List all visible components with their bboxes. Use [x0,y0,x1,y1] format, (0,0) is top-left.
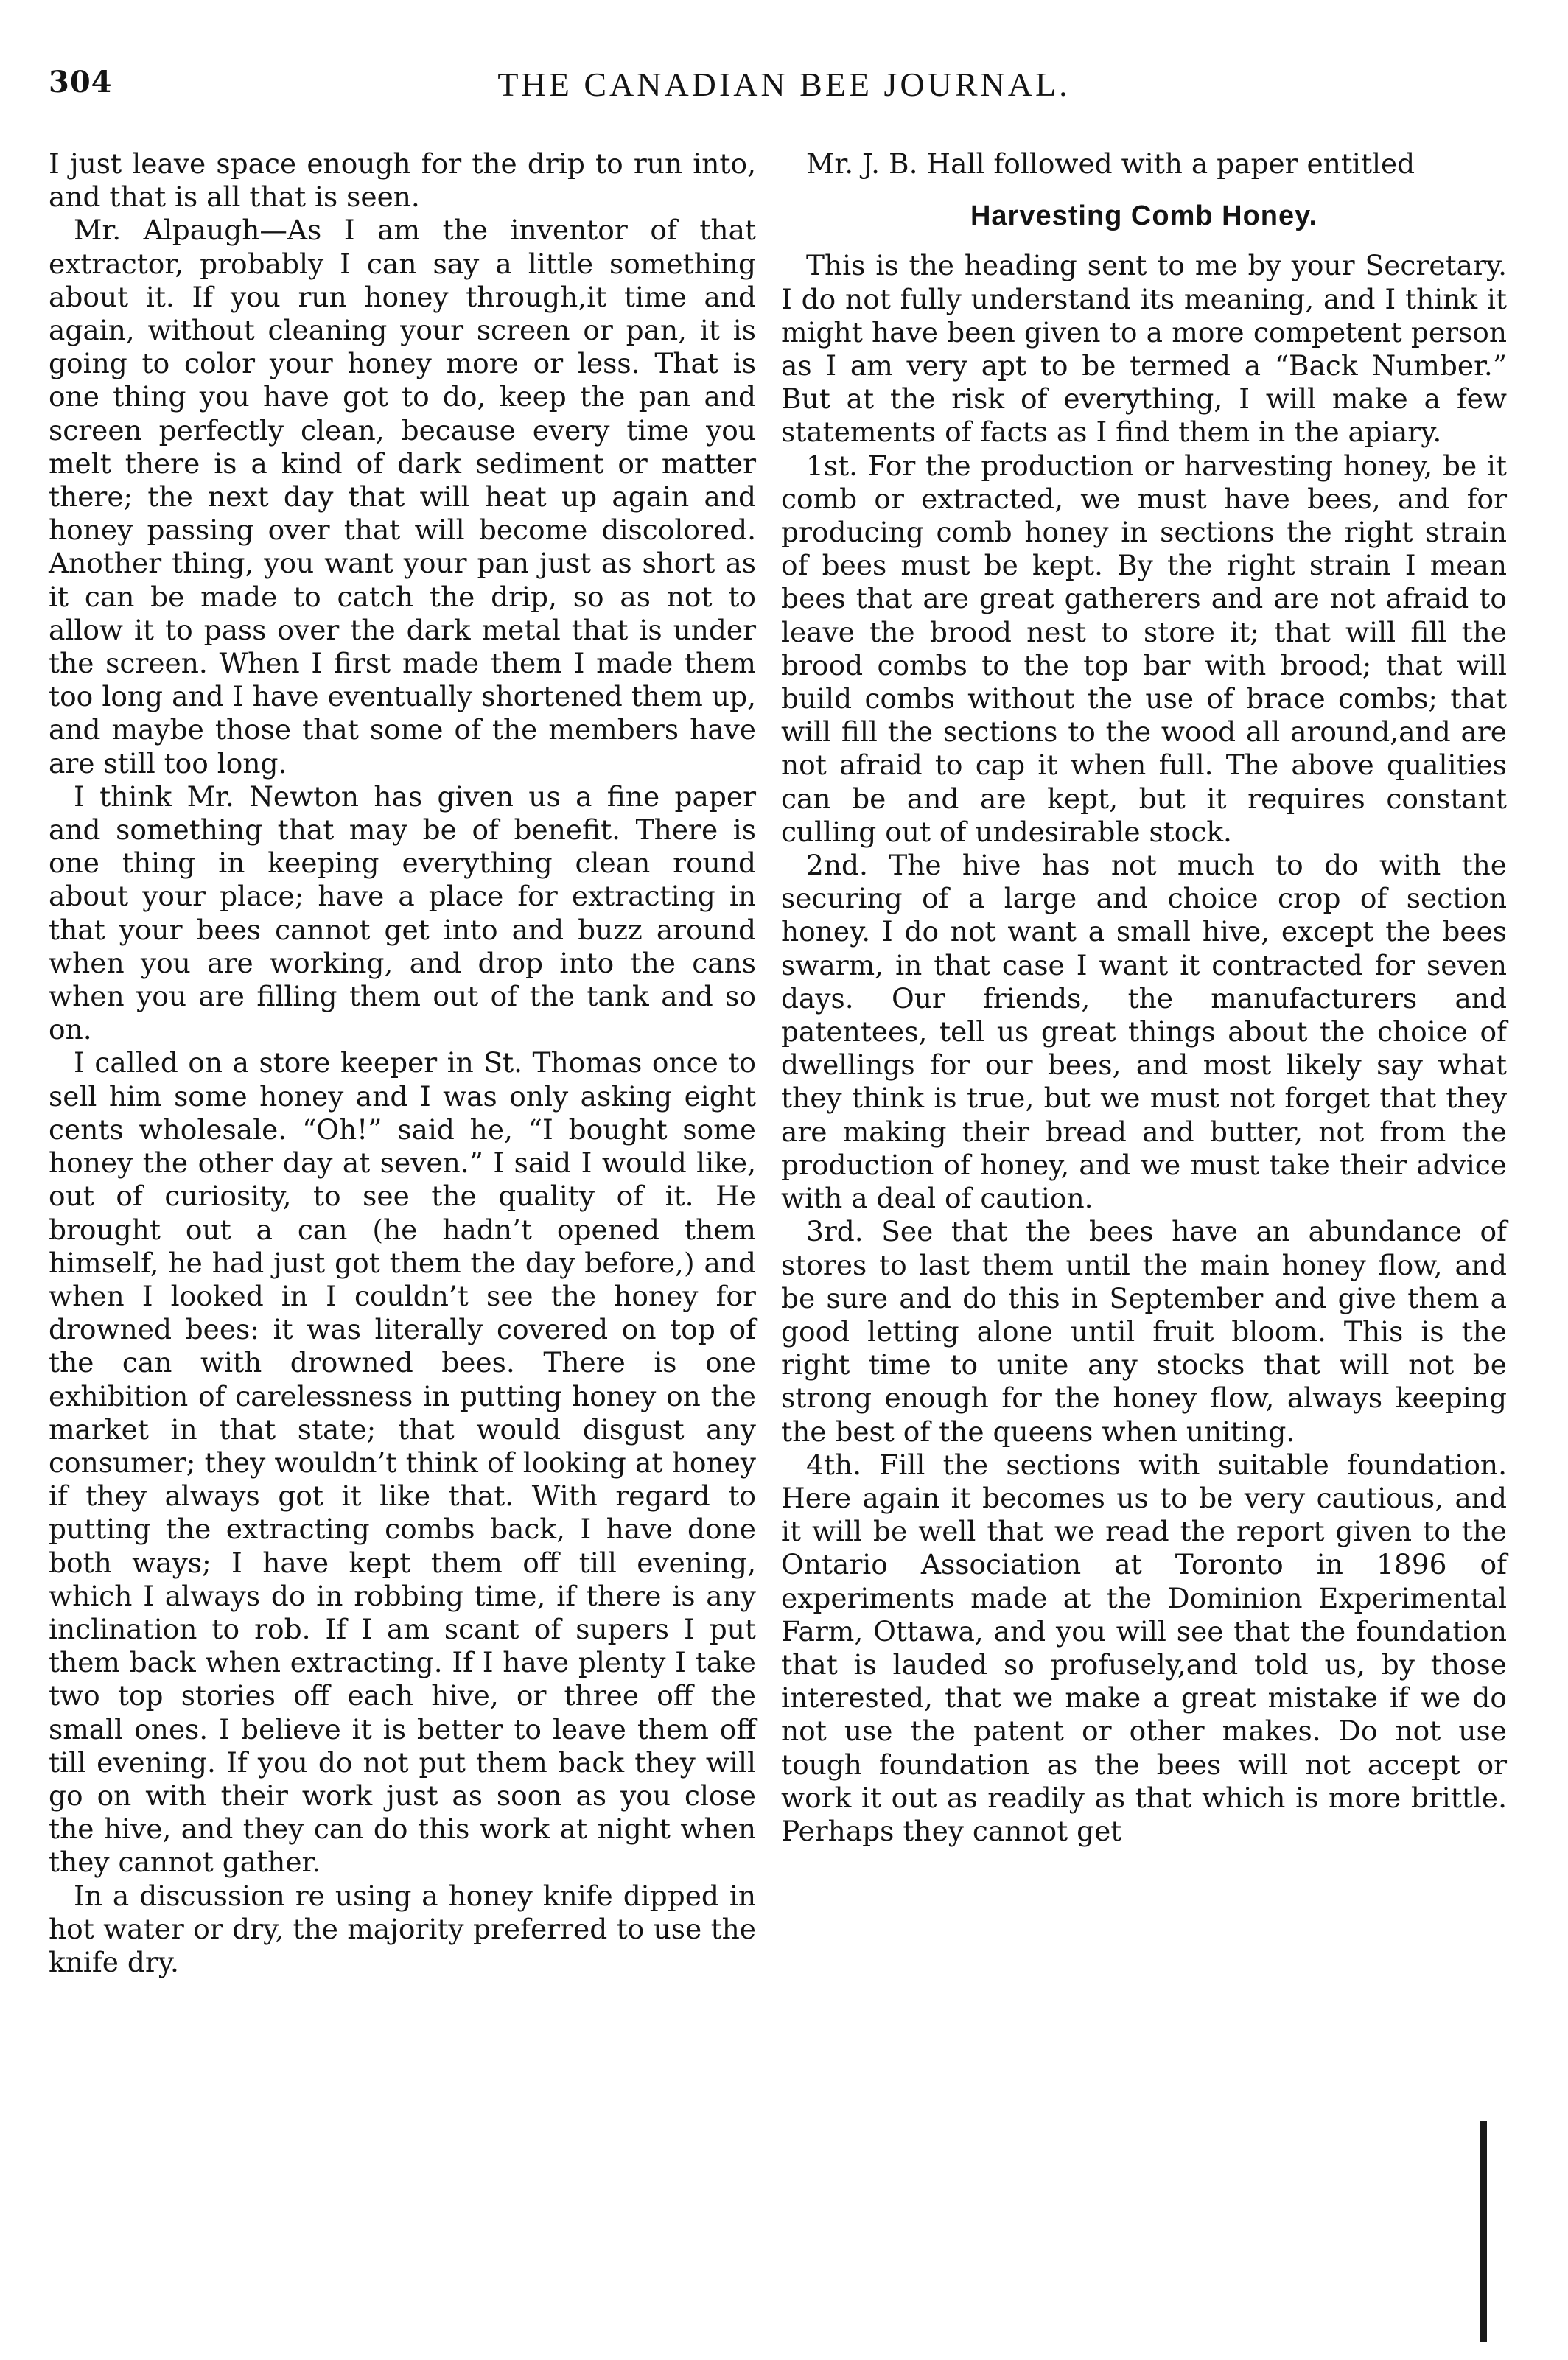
paragraph: I think Mr. Newton has given us a fine paper and something that may be of benefit. There is one thing in keeping everything clean round about your place; have a place for extracting in that your bees cannot get into and buzz around when you are working, and drop into the cans when you are filling them out of the tank and so on. [49,780,756,1046]
running-head: THE CANADIAN BEE JOURNAL. [497,66,1071,103]
paragraph: This is the heading sent to me by your Secretary. I do not fully understand its meaning, and I think it might have been given to a more competent person as I am very apt to be termed a “Back Number.” But at the risk of everything, I will make a few statements of facts as I find them in the apiary. [781,249,1507,449]
paragraph: 4th. Fill the sections with suitable foundation. Here again it becomes us to be very cautious, and it will be well that we read the report given to the Ontario Association at Toronto in 1896 of experiments made at the Dominion Experimental Farm, Ottawa, and you will see that the foundation that is lauded so profusely,and told us, by those interested, that we make a great mistake if we do not use the patent or other makes. Do not use tough foundation as the bees will not accept or work it out as readily as that which is more brittle. Perhaps they cannot get [781,1448,1507,1847]
paragraph: I just leave space enough for the drip to run into, and that is all that is seen. [49,147,756,214]
paper-intro: Mr. J. B. Hall followed with a paper entitled [806,147,1415,180]
paper-title: Harvesting Comb Honey. [970,200,1318,232]
paragraph: In a discussion re using a honey knife dipped in hot water or dry, the majority preferred to use the knife dry. [49,1879,756,1978]
paragraph: 3rd. See that the bees have an abundance of stores to last them until the main honey flow, and be sure and do this in September and give them a good letting alone until fruit bloom. This is the right time to unite any stocks that will not be strong enough for the honey flow, always keeping the best of the queens when uniting. [781,1215,1507,1448]
paragraph: 2nd. The hive has not much to do with the securing of a large and choice crop of section honey. I do not want a small hive, except the bees swarm, in that case I want it contracted for seven days. Our friends, the manufacturers and patentees, tell us great things about the choice of dwellings for our bees, and most likely say what they think is true, but we must not forget that they are making their bread and butter, not from the production of honey, and we must take their advice with a deal of caution. [781,849,1507,1215]
paragraph: Mr. Alpaugh—As I am the inventor of that extractor, probably I can say a little something about it. If you run honey through,it time and again, without cleaning your screen or pan, it is going to color your honey more or less. That is one thing you have got to do, keep the pan and screen perfectly clean, because every time you melt there is a kind of dark sediment or matter there; the next day that will heat up again and honey passing over that will become discolored. Another thing, you want your pan just as short as it can be made to catch the drip, so as not to allow it to pass over the dark metal that is under the screen. When I first made them I made them too long and I have eventually shortened them up, and maybe those that some of the members have are still too long. [49,214,756,780]
left-column [49,147,756,1979]
paragraph: I called on a store keeper in St. Thomas once to sell him some honey and I was only asking eight cents wholesale. “Oh!” said he, “I bought some honey the other day at seven.” I said I would like, out of curiosity, to see the quality of it. He brought out a can (he hadn’t opened them himself, he had just got them the day before,) and when I looked in I couldn’t see the honey for drowned bees: it was literally covered on top of the can with drowned bees. There is one exhibition of carelessness in putting honey on the market in that state; that would disgust any consumer; they wouldn’t think of looking at honey if they always got it like that. With regard to putting the extracting combs back, I have done both ways; I have kept them off till evening, which I always do in robbing time, if there is any inclination to rob. If I am scant of supers I put them back when extracting. If I have plenty I take two top stories off each hive, or three off the small ones. I believe it is better to leave them off till evening. If you do not put them back they will go on with their work just as soon as you close the hive, and they can do this work at night when they cannot gather. [49,1046,756,1879]
paragraph: 1st. For the production or harvesting honey, be it comb or extracted, we must have bees, and for producing comb honey in sections the right strain of bees must be kept. By the right strain I mean bees that are great gatherers and are not afraid to leave the brood nest to store it; that will fill the brood combs to the top bar with brood; that will build combs without the use of brace combs; that will fill the sections to the wood all around,and are not afraid to cap it when full. The above qualities can be and are kept, but it requires constant culling out of undesirable stock. [781,449,1507,848]
page-number: 304 [49,65,113,99]
right-column [781,147,1507,1848]
page-edge-mark [1480,2121,1487,2342]
